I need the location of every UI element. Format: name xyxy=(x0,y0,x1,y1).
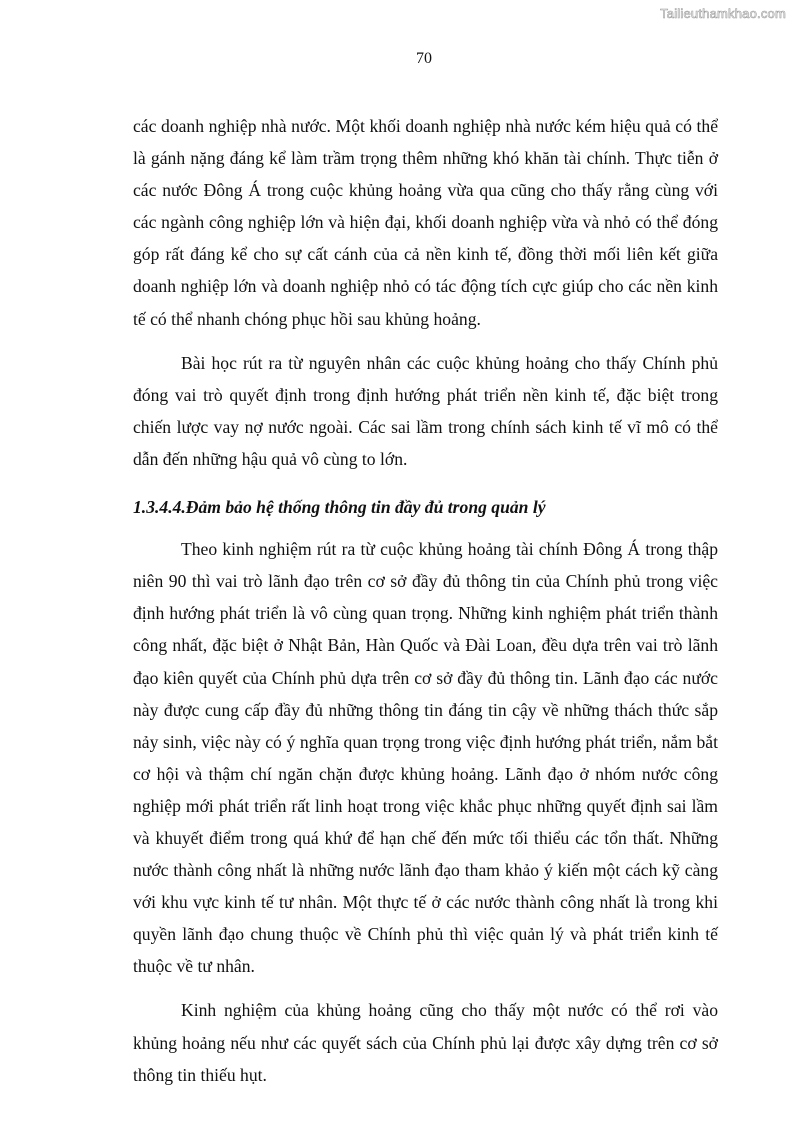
paragraph-4: Kinh nghiệm của khủng hoảng cũng cho thấy một nước có thể rơi vào khủng hoảng nếu như các quyết sách của Chính phủ lại được xây dựng trên cơ sở thông tin thiếu hụt. xyxy=(133,1000,718,1085)
paragraph-2: Bài học rút ra từ nguyên nhân các cuộc khủng hoảng cho thấy Chính phủ đóng vai trò quyết định trong định hướng phát triển nền kinh tế, đặc biệt trong chiến lược vay nợ nước ngoài. Các sai lầm trong chính sách kinh tế vĩ mô có thể dẫn đến những hậu quả vô cùng to lớn. xyxy=(133,352,718,469)
watermark: Tailieuthamkhao.com xyxy=(660,6,786,21)
paragraph-1: các doanh nghiệp nhà nước. Một khối doanh nghiệp nhà nước kém hiệu quả có thể là gánh nặng đáng kể làm trầm trọng thêm những khó khăn tài chính. Thực tiễn ở các nước Đông Á trong cuộc khủng hoảng vừa qua cũng cho thấy rằng cùng với các ngành công nghiệp lớn và hiện đại, khối doanh nghiệp vừa và nhỏ có thể đóng góp rất đáng kể cho sự cất cánh của cả nền kinh tế, đồng thời mối liên kết giữa doanh nghiệp lớn và doanh nghiệp nhỏ có tác động tích cực giúp cho các nền kinh tế có thể nhanh chóng phục hồi sau khủng hoảng. xyxy=(133,116,718,329)
paragraph-3: Theo kinh nghiệm rút ra từ cuộc khủng hoảng tài chính Đông Á trong thập niên 90 thì vai trò lãnh đạo trên cơ sở đầy đủ thông tin của Chính phủ trong việc định hướng phát triển là vô cùng quan trọng. Những kinh nghiệm phát triển thành công nhất, đặc biệt ở Nhật Bản, Hàn Quốc và Đài Loan, đều dựa trên vai trò lãnh đạo kiên quyết của Chính phủ dựa trên cơ sở đầy đủ thông tin. Lãnh đạo các nước này được cung cấp đầy đủ những thông tin đáng tin cậy về những thách thức sắp nảy sinh, việc này có ý nghĩa quan trọng trong việc định hướng phát triển, nắm bắt cơ hội và thậm chí ngăn chặn được khủng hoảng. Lãnh đạo ở nhóm nước công nghiệp mới phát triển rất linh hoạt trong việc khắc phục những quyết định sai lầm và khuyết điểm trong quá khứ để hạn chế đến mức tối thiểu các tổn thất. Những nước thành công nhất là những nước lãnh đạo tham khảo ý kiến một cách kỹ càng với khu vực kinh tế tư nhân. Một thực tế ở các nước thành công nhất là trong khi quyền lãnh đạo chung thuộc về Chính phủ thì việc quản lý và phát triển kinh tế thuộc về tư nhân. xyxy=(133,539,718,977)
page-number: 70 xyxy=(416,50,432,67)
section-heading: 1.3.4.4.Đảm bảo hệ thống thông tin đầy đủ trong quản lý xyxy=(133,497,546,518)
document-body xyxy=(133,110,718,1091)
